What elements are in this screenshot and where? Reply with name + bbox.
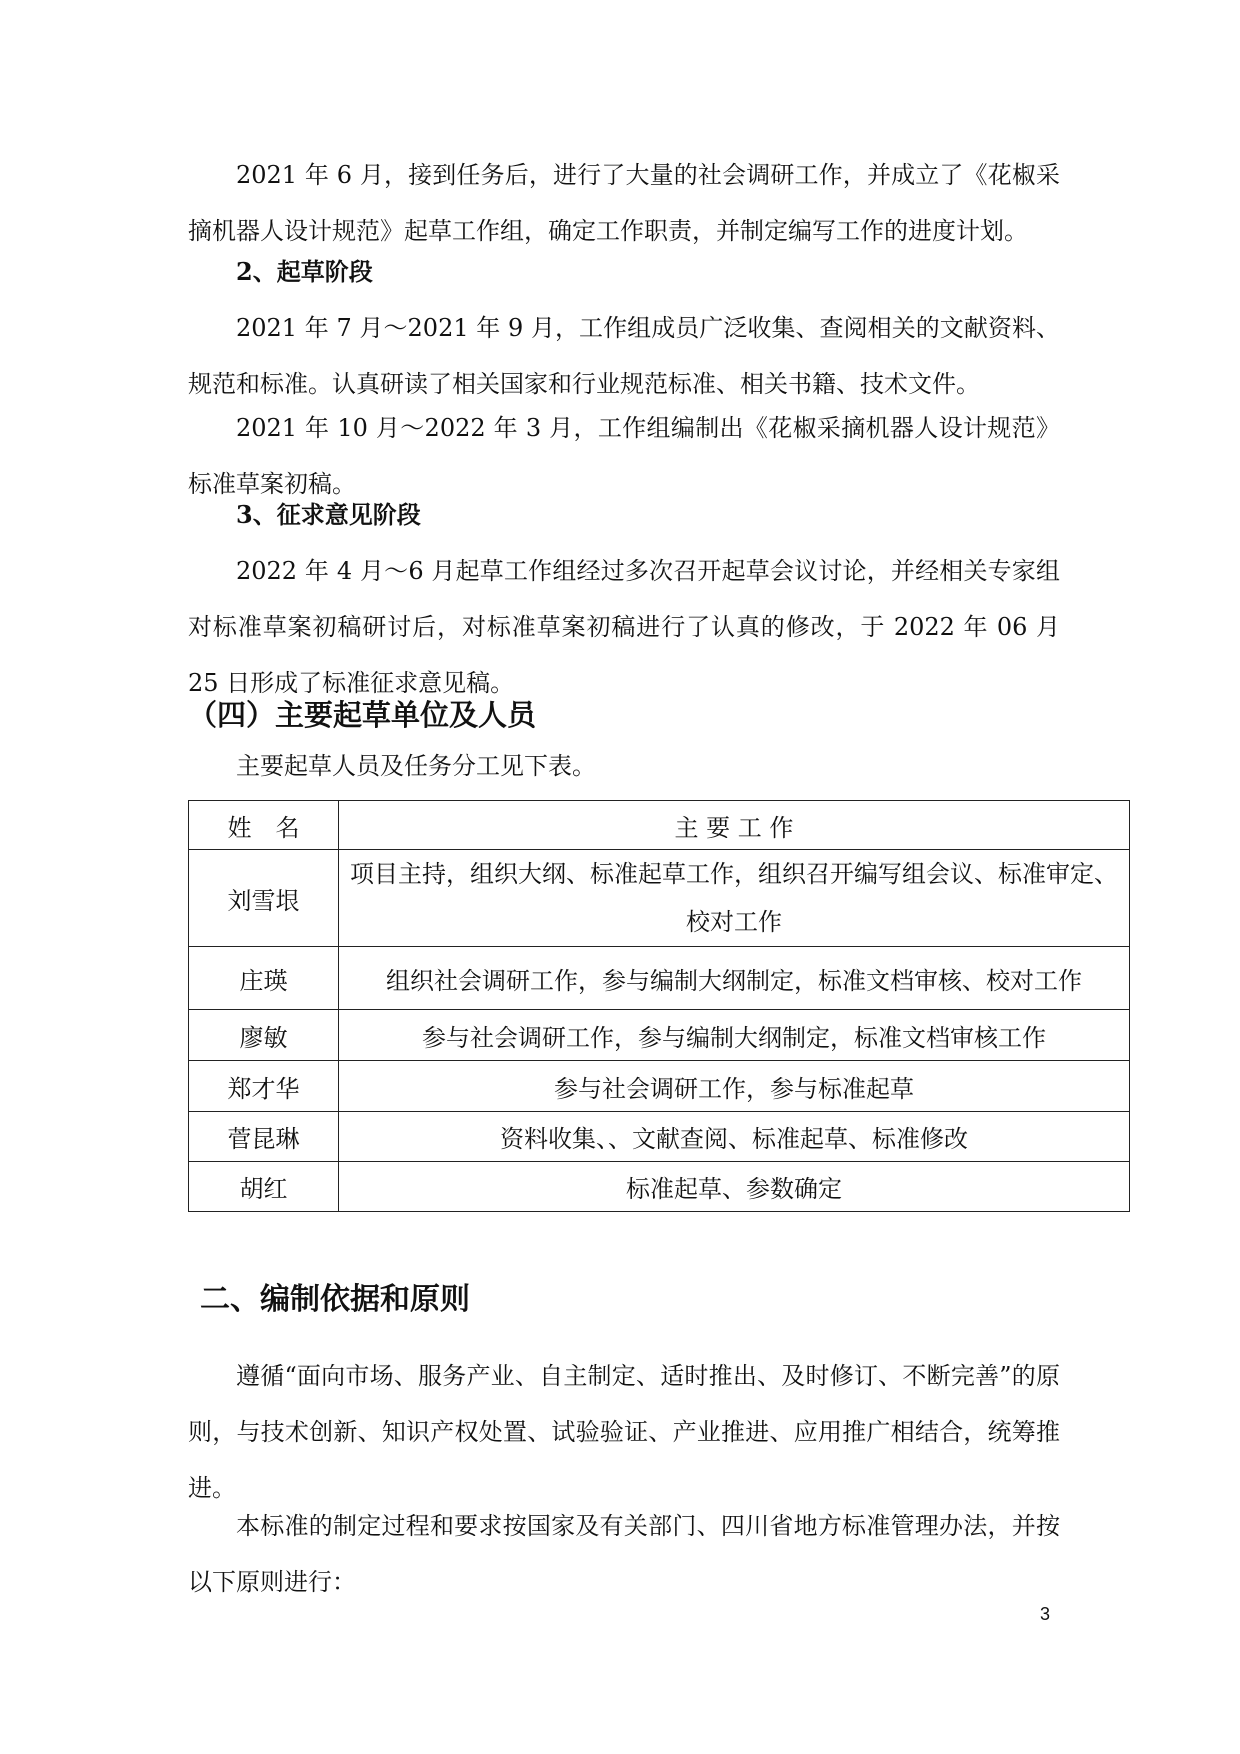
paragraph-task-received: 2021 年 6 月，接到任务后，进行了大量的社会调研工作，并成立了《花椒采摘机器人设计规范》起草工作组，确定工作职责，并制定编写工作的进度计划。	[188, 161, 1060, 245]
paragraph-drafting-first-draft: 2021 年 10 月～2022 年 3 月，工作组编制出《花椒采摘机器人设计规范》标准草案初稿。	[188, 414, 1060, 498]
staff-name: 胡红	[189, 1162, 339, 1212]
staff-task: 组织社会调研工作，参与编制大纲制定，标准文档审核、校对工作	[339, 947, 1130, 1010]
paragraph-procedure: 本标准的制定过程和要求按国家及有关部门、四川省地方标准管理办法，并按以下原则进行：	[188, 1512, 1060, 1596]
table-row	[189, 1061, 1130, 1112]
staff-task: 项目主持，组织大纲、标准起草工作，组织召开编写组会议、标准审定、校对工作	[339, 850, 1130, 947]
table-row	[189, 1112, 1130, 1162]
staff-task: 参与社会调研工作，参与编制大纲制定，标准文档审核工作	[339, 1010, 1130, 1061]
staff-name: 刘雪垠	[189, 850, 339, 947]
page-number: 3	[1040, 1604, 1051, 1624]
table-row	[189, 1010, 1130, 1061]
staff-name: 菅昆琳	[189, 1112, 339, 1162]
heading-drafting-units: （四）主要起草单位及人员	[188, 698, 537, 732]
table-intro-text: 主要起草人员及任务分工见下表。	[236, 752, 596, 780]
staff-task: 标准起草、参数确定	[339, 1162, 1130, 1212]
staff-name: 廖敏	[189, 1010, 339, 1061]
heading-principles: 二、编制依据和原则	[200, 1282, 470, 1317]
heading-consultation-stage: 3、征求意见阶段	[236, 500, 421, 529]
header-name: 姓 名	[189, 801, 339, 850]
table-row	[189, 1162, 1130, 1212]
table-row	[189, 947, 1130, 1010]
table-header-row	[189, 801, 1130, 850]
staff-task: 资料收集、、文献查阅、标准起草、标准修改	[339, 1112, 1130, 1162]
heading-drafting-stage: 2、起草阶段	[236, 257, 373, 286]
paragraph-consultation: 2022 年 4 月～6 月起草工作组经过多次召开起草会议讨论，并经相关专家组对标准草案初稿研讨后，对标准草案初稿进行了认真的修改，于 2022 年 06 月 25 日形成了标准征求意见稿。	[188, 557, 1060, 697]
staff-table	[188, 800, 1130, 1212]
header-work: 主 要 工 作	[339, 801, 1130, 850]
paragraph-principles: 遵循“面向市场、服务产业、自主制定、适时推出、及时修订、不断完善”的原则，与技术创新、知识产权处置、试验验证、产业推进、应用推广相结合，统筹推进。	[188, 1362, 1060, 1502]
staff-name: 庄瑛	[189, 947, 339, 1010]
staff-task: 参与社会调研工作，参与标准起草	[339, 1061, 1130, 1112]
table-row	[189, 850, 1130, 947]
paragraph-drafting-research: 2021 年 7 月～2021 年 9 月，工作组成员广泛收集、查阅相关的文献资料、规范和标准。认真研读了相关国家和行业规范标准、相关书籍、技术文件。	[188, 314, 1060, 398]
staff-name: 郑才华	[189, 1061, 339, 1112]
